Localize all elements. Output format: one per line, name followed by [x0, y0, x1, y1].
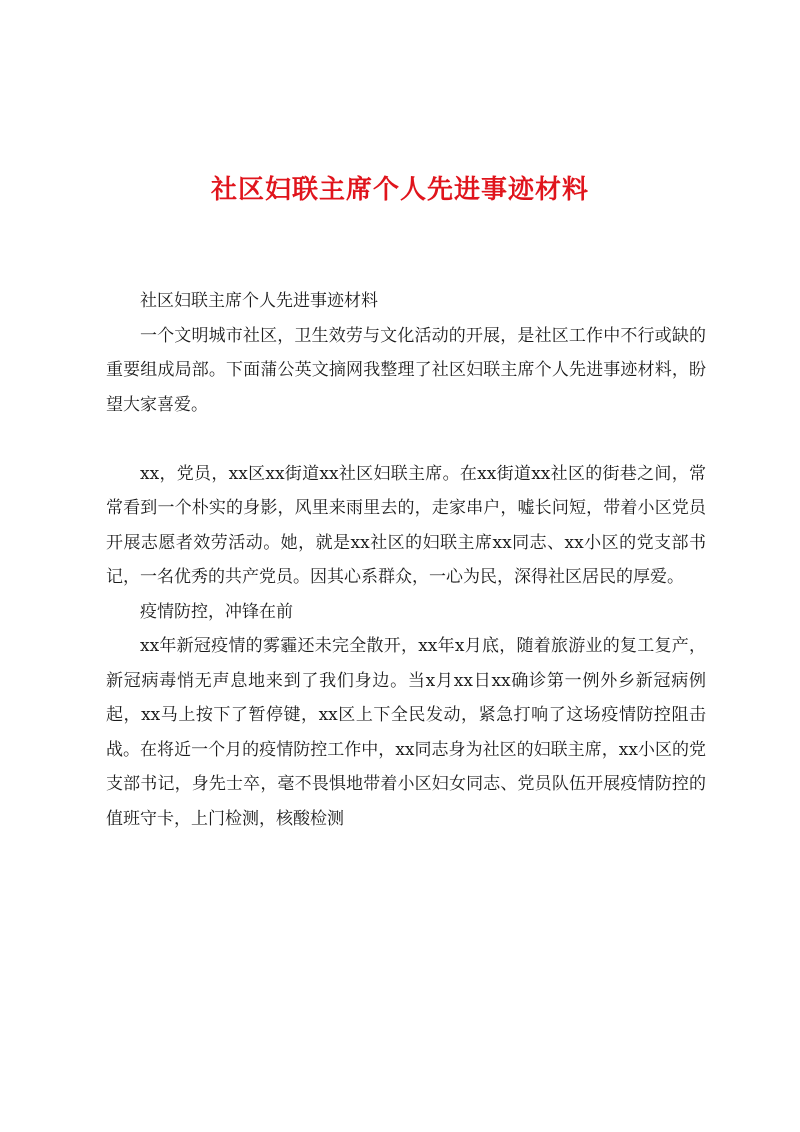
section-heading: 疫情防控，冲锋在前: [140, 601, 293, 622]
document-title: 社区妇联主席个人先进事迹材料: [210, 175, 589, 205]
paragraph-epidemic: xx年新冠疫情的雾霾还未完全散开，xx年x月底，随着旅游业的复工复产，新冠病毒悄无声息地来到了我们身边。当x月xx日xx确诊第一例外乡新冠病例起，xx马上按下了暂停键，xx区上下全民发动，紧急打响了这场疫情防控阻击战。在将近一个月的疫情防控工作中，xx同志身为社区的妇联主席，xx小区的党支部书记，身先士卒，毫不畏惧地带着小区妇女同志、党员队伍开展疫情防控的值班守卡，上门检测，核酸检测: [106, 636, 706, 829]
paragraph-profile: xx，党员，xx区xx街道xx社区妇联主席。在xx街道xx社区的街巷之间，常常看到一个朴实的身影，风里来雨里去的，走家串户，嘘长问短，带着小区党员开展志愿者效劳活动。她，就是xx社区的妇联主席xx同志、xx小区的党支部书记，一名优秀的共产党员。因其心系群众，一心为民，深得社区居民的厚爱。: [106, 463, 706, 587]
paragraph-subtitle: 社区妇联主席个人先进事迹材料: [140, 291, 378, 311]
document-body: [106, 284, 706, 836]
paragraph-intro: 一个文明城市社区，卫生效劳与文化活动的开展，是社区工作中不行或缺的重要组成局部。下面蒲公英文摘网我整理了社区妇联主席个人先进事迹材料，盼望大家喜爱。: [106, 325, 706, 415]
